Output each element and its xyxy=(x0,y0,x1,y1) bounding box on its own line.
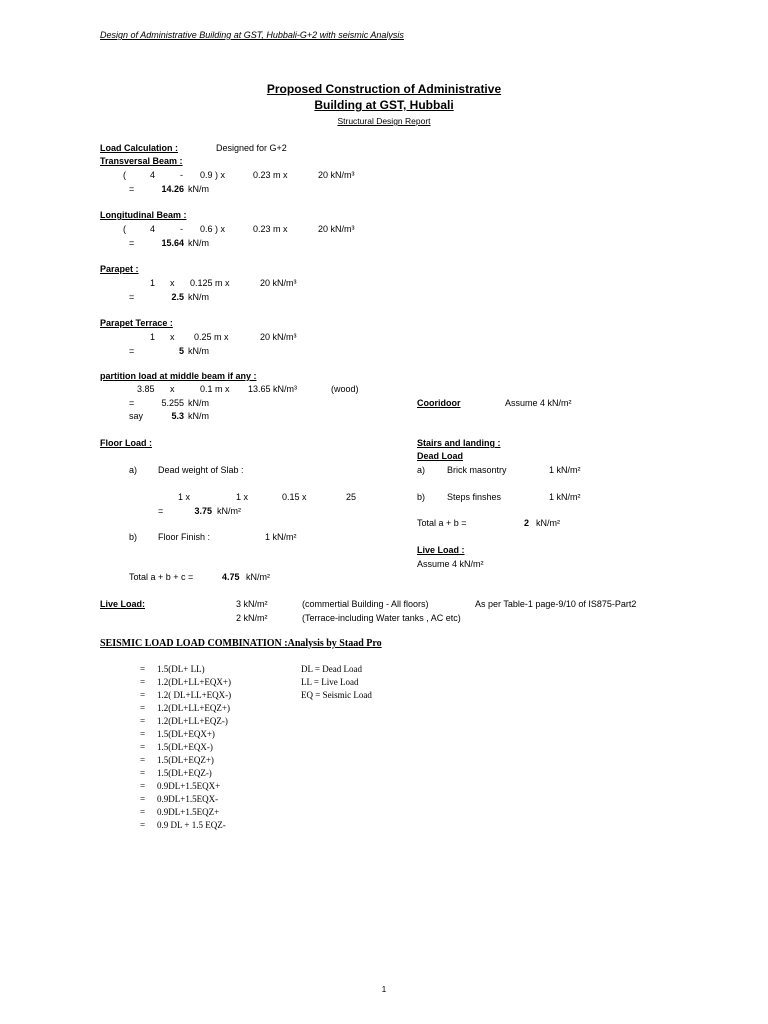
longitudinal-width: 0.23 m x xyxy=(253,224,288,234)
seismic-heading: SEISMIC LOAD LOAD COMBINATION :Analysis by Staad Pro xyxy=(100,638,382,649)
longitudinal-beam-label: Longitudinal Beam : xyxy=(100,210,187,220)
brick-masonry-value: 1 kN/m² xyxy=(549,465,581,475)
combo-equals: = xyxy=(140,794,146,804)
partition-load-label: partition load at middle beam if any : xyxy=(100,371,257,381)
transversal-beam-label: Transversal Beam : xyxy=(100,156,183,166)
live-load-value-2: 2 kN/m² xyxy=(236,613,268,623)
page-title-line1: Proposed Construction of Administrative xyxy=(266,82,502,96)
partition-height: 3.85 xyxy=(137,384,155,394)
combo-equals: = xyxy=(140,690,146,700)
corridor-value: Assume 4 kN/m² xyxy=(505,398,572,408)
floor-finish-label: Floor Finish : xyxy=(158,532,211,542)
partition-unit: kN/m xyxy=(188,398,209,408)
partition-say: say xyxy=(129,411,144,421)
floor-total-unit: kN/m² xyxy=(246,572,270,582)
floor-item-b-label: b) xyxy=(129,532,138,542)
live-load-value-1: 3 kN/m² xyxy=(236,599,268,609)
stairs-total-value: 2 xyxy=(524,518,530,528)
dead-weight-slab-label: Dead weight of Slab : xyxy=(158,465,244,475)
parapet-terrace-equals: = xyxy=(129,346,135,356)
slab-result: 3.75 xyxy=(194,506,212,516)
transversal-paren: ( xyxy=(123,170,126,180)
parapet-times: x xyxy=(170,278,175,288)
slab-unit: kN/m² xyxy=(217,506,241,516)
slab-thickness: 0.15 x xyxy=(282,492,307,502)
slab-length: 1 x xyxy=(178,492,191,502)
stairs-live-load-label: Live Load : xyxy=(417,545,465,555)
combo-item: 1.2(DL+LL+EQZ+) xyxy=(157,703,230,713)
stairs-landing-label: Stairs and landing : xyxy=(417,438,501,448)
transversal-result: 14.26 xyxy=(161,184,184,194)
combo-item: 0.9DL+1.5EQZ+ xyxy=(157,807,220,817)
live-load-reference: As per Table-1 page-9/10 of IS875-Part2 xyxy=(475,599,637,609)
transversal-equals: = xyxy=(129,184,135,194)
parapet-terrace-unit: kN/m xyxy=(188,346,209,356)
combo-equals: = xyxy=(140,729,146,739)
combo-equals: = xyxy=(140,742,146,752)
live-load-note-2: (Terrace-including Water tanks , AC etc) xyxy=(302,613,461,623)
combo-equals: = xyxy=(140,807,146,817)
combo-item: 0.9DL+1.5EQX- xyxy=(157,794,219,804)
floor-total-value: 4.75 xyxy=(222,572,240,582)
combo-item: 1.5(DL+EQZ+) xyxy=(157,755,214,765)
partition-rounded-unit: kN/m xyxy=(188,411,209,421)
combo-equals: = xyxy=(140,716,146,726)
stairs-item-a-label: a) xyxy=(417,465,426,475)
floor-finish-value: 1 kN/m² xyxy=(265,532,297,542)
longitudinal-minus: - xyxy=(180,224,183,234)
transversal-length: 4 xyxy=(150,170,156,180)
stairs-dead-load-label: Dead Load xyxy=(417,451,464,461)
live-load-note-1: (commertial Building - All floors) xyxy=(302,599,429,609)
transversal-minus: - xyxy=(180,170,183,180)
steps-finishes-label: Steps finshes xyxy=(447,492,502,502)
parapet-terrace-density: 20 kN/m³ xyxy=(260,332,297,342)
stairs-live-load-value: Assume 4 kN/m² xyxy=(417,559,484,569)
longitudinal-unit: kN/m xyxy=(188,238,209,248)
combo-item: 1.5(DL+EQX+) xyxy=(157,729,215,739)
combo-equals: = xyxy=(140,768,146,778)
longitudinal-density: 20 kN/m³ xyxy=(318,224,355,234)
combo-item: 1.5(DL+EQX-) xyxy=(157,742,213,752)
longitudinal-result: 15.64 xyxy=(161,238,184,248)
combo-item: 0.9DL+1.5EQX+ xyxy=(157,781,221,791)
slab-density: 25 xyxy=(346,492,357,502)
longitudinal-equals: = xyxy=(129,238,135,248)
transversal-depth: 0.9 ) x xyxy=(200,170,226,180)
designed-for-text: Designed for G+2 xyxy=(216,143,287,153)
combo-equals: = xyxy=(140,781,146,791)
brick-masonry-label: Brick masontry xyxy=(447,465,507,475)
parapet-unit: kN/m xyxy=(188,292,209,302)
combo-item: 1.2(DL+LL+EQZ-) xyxy=(157,716,228,726)
live-load-label: Live Load: xyxy=(100,599,146,609)
parapet-terrace-height: 1 xyxy=(150,332,156,342)
load-calculation-label: Load Calculation : xyxy=(100,143,179,153)
partition-thickness: 0.1 m x xyxy=(200,384,230,394)
partition-result: 5.255 xyxy=(161,398,184,408)
transversal-density: 20 kN/m³ xyxy=(318,170,355,180)
page-title-line2: Building at GST, Hubbali xyxy=(314,98,454,112)
partition-times: x xyxy=(170,384,175,394)
combo-item: 1.2( DL+LL+EQX-) xyxy=(157,690,232,700)
parapet-terrace-thickness: 0.25 m x xyxy=(194,332,229,342)
legend-seismic-load: EQ = Seismic Load xyxy=(301,690,372,700)
page-number: 1 xyxy=(381,985,387,994)
transversal-width: 0.23 m x xyxy=(253,170,288,180)
floor-load-label: Floor Load : xyxy=(100,438,152,448)
slab-equals: = xyxy=(158,506,164,516)
combo-item: 1.2(DL+LL+EQX+) xyxy=(157,677,231,687)
longitudinal-paren: ( xyxy=(123,224,126,234)
parapet-density: 20 kN/m³ xyxy=(260,278,297,288)
parapet-result: 2.5 xyxy=(171,292,184,302)
combo-item: 1.5(DL+ LL) xyxy=(157,664,205,674)
slab-width: 1 x xyxy=(236,492,249,502)
parapet-terrace-label: Parapet Terrace : xyxy=(100,318,173,328)
floor-total-label: Total a + b + c = xyxy=(129,572,194,582)
stairs-total-unit: kN/m² xyxy=(536,518,560,528)
partition-equals: = xyxy=(129,398,135,408)
running-header: Design of Administrative Building at GST, Hubbali-G+2 with seismic Analysis xyxy=(100,30,404,40)
partition-material-note: (wood) xyxy=(331,384,359,394)
floor-item-a-label: a) xyxy=(129,465,138,475)
longitudinal-depth: 0.6 ) x xyxy=(200,224,226,234)
page-subtitle: Structural Design Report xyxy=(337,116,431,126)
parapet-terrace-times: x xyxy=(170,332,175,342)
combo-item: 1.5(DL+EQZ-) xyxy=(157,768,212,778)
legend-live-load: LL = Live Load xyxy=(301,677,359,687)
parapet-label: Parapet : xyxy=(100,264,139,274)
combo-item: 0.9 DL + 1.5 EQZ- xyxy=(157,820,226,830)
combo-equals: = xyxy=(140,755,146,765)
combo-equals: = xyxy=(140,677,146,687)
longitudinal-length: 4 xyxy=(150,224,156,234)
partition-rounded-result: 5.3 xyxy=(171,411,184,421)
transversal-unit: kN/m xyxy=(188,184,209,194)
parapet-equals: = xyxy=(129,292,135,302)
combo-equals: = xyxy=(140,703,146,713)
combo-equals: = xyxy=(140,820,146,830)
parapet-terrace-result: 5 xyxy=(178,346,184,356)
legend-dead-load: DL = Dead Load xyxy=(301,664,362,674)
stairs-total-label: Total a + b = xyxy=(417,518,467,528)
steps-finishes-value: 1 kN/m² xyxy=(549,492,581,502)
corridor-label: Cooridoor xyxy=(417,398,461,408)
parapet-height: 1 xyxy=(150,278,156,288)
partition-density: 13.65 kN/m³ xyxy=(248,384,298,394)
combo-equals: = xyxy=(140,664,146,674)
parapet-thickness: 0.125 m x xyxy=(190,278,230,288)
stairs-item-b-label: b) xyxy=(417,492,426,502)
